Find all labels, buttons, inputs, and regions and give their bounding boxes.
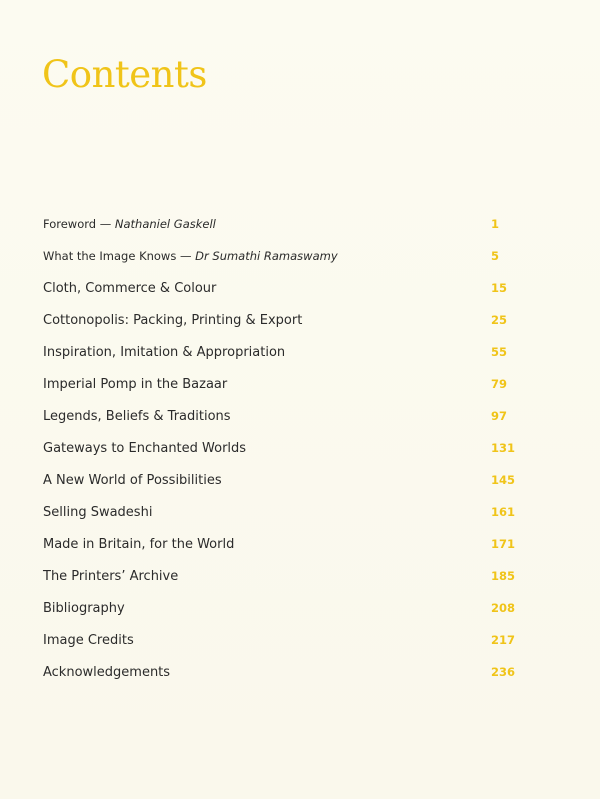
toc-entry-page-number: 97 bbox=[491, 409, 508, 423]
toc-entry-title: Bibliography bbox=[43, 600, 125, 616]
toc-entry-page-number: 171 bbox=[491, 537, 516, 551]
toc-entry-page-number: 5 bbox=[491, 249, 500, 263]
toc-entry-page-number: 15 bbox=[491, 281, 508, 295]
toc-entry[interactable] bbox=[43, 400, 533, 432]
toc-entry-what-the-image-knows[interactable] bbox=[43, 240, 533, 272]
toc-entry[interactable] bbox=[43, 592, 533, 624]
toc-entry[interactable] bbox=[43, 464, 533, 496]
toc-entry-title: Cloth, Commerce & Colour bbox=[43, 280, 217, 296]
toc-entry-title: What the Image Knows bbox=[43, 249, 177, 263]
toc-entry-title: Made in Britain, for the World bbox=[43, 536, 235, 552]
toc-entry-title: Legends, Beliefs & Traditions bbox=[43, 408, 231, 424]
toc-entry-foreword[interactable] bbox=[43, 208, 533, 240]
toc-entry-page-number: 131 bbox=[491, 441, 516, 455]
toc-entry[interactable] bbox=[43, 528, 533, 560]
toc-entry-page-number: 217 bbox=[491, 633, 516, 647]
toc-entry-title: The Printers’ Archive bbox=[43, 568, 179, 584]
toc-entry[interactable] bbox=[43, 304, 533, 336]
toc-entry[interactable] bbox=[43, 432, 533, 464]
toc-entry-page-number: 1 bbox=[491, 217, 500, 231]
toc-entry-label bbox=[43, 249, 338, 263]
toc-entry-page-number: 161 bbox=[491, 505, 516, 519]
toc-entry-page-number: 185 bbox=[491, 569, 516, 583]
toc-entry-label bbox=[43, 217, 216, 231]
toc-entry[interactable] bbox=[43, 624, 533, 656]
table-of-contents bbox=[43, 208, 533, 688]
page-title: Contents bbox=[42, 53, 207, 96]
toc-entry-author: Dr Sumathi Ramaswamy bbox=[195, 249, 338, 263]
toc-entry-title: Imperial Pomp in the Bazaar bbox=[43, 376, 228, 392]
toc-entry-page-number: 145 bbox=[491, 473, 516, 487]
toc-entry-title: Selling Swadeshi bbox=[43, 504, 153, 520]
toc-entry[interactable] bbox=[43, 560, 533, 592]
toc-entry[interactable] bbox=[43, 336, 533, 368]
toc-entry-title: Image Credits bbox=[43, 632, 134, 648]
toc-entry[interactable] bbox=[43, 496, 533, 528]
toc-entry-page-number: 79 bbox=[491, 377, 508, 391]
toc-entry-page-number: 25 bbox=[491, 313, 508, 327]
toc-entry-separator: — bbox=[96, 217, 115, 231]
toc-entry[interactable] bbox=[43, 368, 533, 400]
toc-entry-page-number: 236 bbox=[491, 665, 516, 679]
toc-entry[interactable] bbox=[43, 656, 533, 688]
toc-entry-title: A New World of Possibilities bbox=[43, 472, 222, 488]
toc-entry-separator: — bbox=[176, 249, 196, 263]
toc-entry-page-number: 55 bbox=[491, 345, 508, 359]
toc-entry-title: Gateways to Enchanted Worlds bbox=[43, 440, 247, 456]
toc-entry-title: Inspiration, Imitation & Appropriation bbox=[43, 344, 286, 360]
toc-entry[interactable] bbox=[43, 272, 533, 304]
toc-entry-title: Foreword bbox=[43, 217, 97, 231]
toc-entry-author: Nathaniel Gaskell bbox=[114, 217, 216, 231]
toc-entry-title: Acknowledgements bbox=[43, 664, 171, 680]
toc-entry-page-number: 208 bbox=[491, 601, 516, 615]
toc-entry-title: Cottonopolis: Packing, Printing & Export bbox=[43, 312, 303, 328]
